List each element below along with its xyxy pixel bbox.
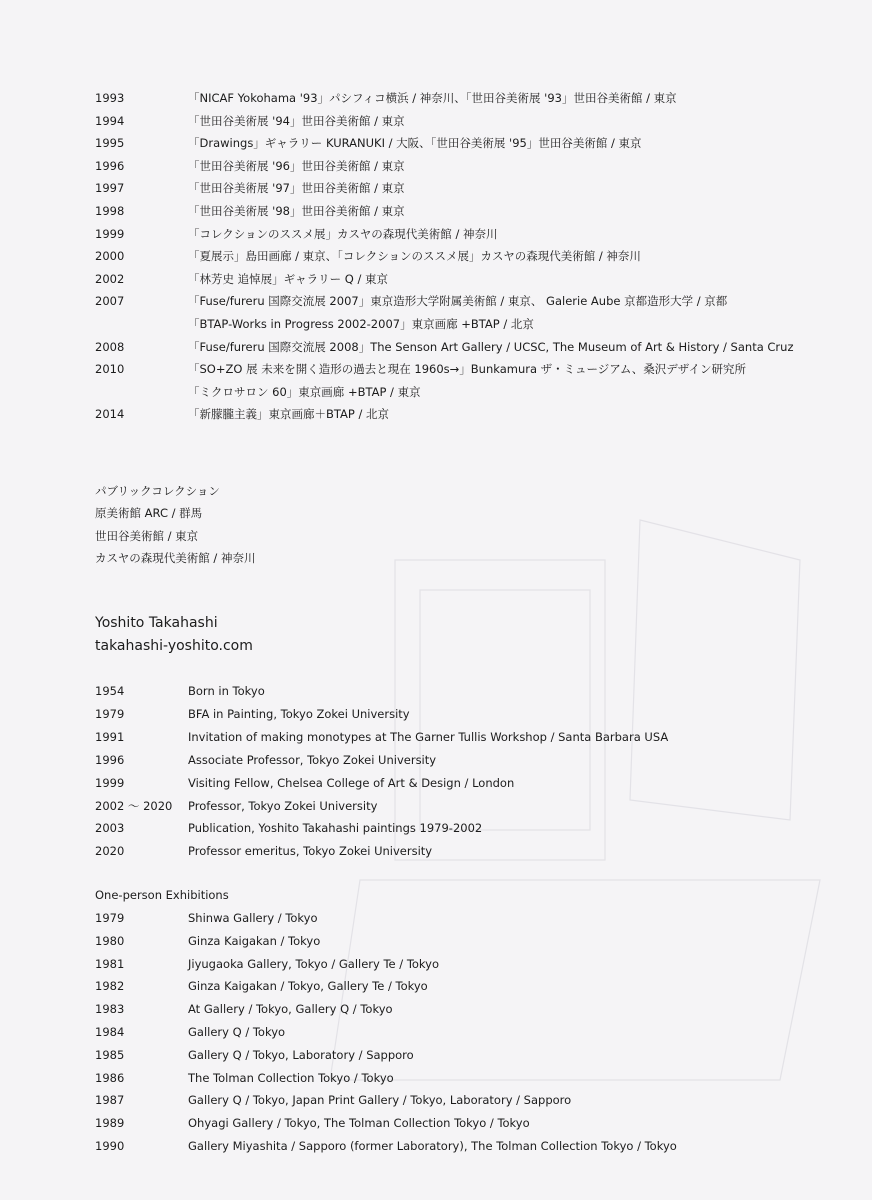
exhibition-jp-text: 「BTAP-Works in Progress 2002-2007」東京画廊 +BTAP / 北京 [188,317,534,331]
one-person-text: Ginza Kaigakan / Tokyo [188,933,321,948]
bio-year: 1999 [95,775,125,790]
one-person-year: 1982 [95,979,125,994]
bio-year: 1979 [95,706,125,721]
exhibition-jp-year: 2008 [95,339,125,354]
public-collection-item: 世田谷美術館 / 東京 [95,528,199,543]
public-collection-item: カスヤの森現代美術館 / 神奈川 [95,551,256,565]
bio-text: Visiting Fellow, Chelsea College of Art & Design / London [188,775,515,790]
bio-year: 1954 [95,684,125,698]
one-person-text: Gallery Q / Tokyo, Japan Print Gallery / Tokyo, Laboratory / Sapporo [188,1093,572,1108]
bio-year: 1991 [95,729,125,744]
exhibition-jp-text: 「世田谷美術展 '98」世田谷美術館 / 東京 [188,204,405,218]
exhibition-jp-year: 1993 [95,91,125,105]
one-person-text: Ginza Kaigakan / Tokyo, Gallery Te / Tokyo [188,979,428,994]
bio-text: BFA in Painting, Tokyo Zokei University [188,706,410,721]
exhibition-jp-text: 「新朦朧主義」東京画廊＋BTAP / 北京 [188,407,390,422]
one-person-year: 1979 [95,911,125,925]
bio-year: 2002 ～ 2020 [95,798,173,813]
one-person-year: 1987 [95,1093,125,1108]
exhibition-jp-text: 「Fuse/fureru 国際交流展 2007」東京造形大学附属美術館 / 東京、 Galerie Aube 京都造形大学 / 京都 [188,294,728,309]
artist-name: Yoshito Takahashi [95,615,218,631]
exhibition-jp-year: 1994 [95,113,125,128]
exhibition-jp-text: 「夏展示」島田画廊 / 東京、「コレクションのススメ展」カスヤの森現代美術館 / 神奈川 [188,249,641,264]
bio-year: 1996 [95,752,125,767]
bio-text: Professor, Tokyo Zokei University [188,798,378,813]
bio-text: Professor emeritus, Tokyo Zokei University [188,844,433,859]
exhibition-jp-year: 1999 [95,226,125,241]
one-person-text: Gallery Miyashita / Sapporo (former Laboratory), The Tolman Collection Tokyo / Tokyo [188,1139,677,1153]
exhibition-jp-year: 1996 [95,158,125,173]
exhibition-jp-year: 1998 [95,204,125,218]
one-person-year: 1984 [95,1025,125,1039]
one-person-year: 1989 [95,1116,125,1131]
exhibition-jp-text: 「世田谷美術展 '94」世田谷美術館 / 東京 [188,113,405,128]
exhibition-jp-text: 「世田谷美術展 '96」世田谷美術館 / 東京 [188,158,405,173]
one-person-year: 1983 [95,1002,125,1017]
exhibition-jp-year: 1997 [95,181,125,196]
exhibition-jp-year: 2000 [95,249,125,264]
one-person-year: 1981 [95,956,125,971]
public-collection-heading: パブリックコレクション [95,484,220,498]
bio-year: 2020 [95,844,125,859]
exhibition-jp-text: 「Drawings」ギャラリー KURANUKI / 大阪、「世田谷美術展 '95」世田谷美術館 / 東京 [188,136,642,151]
exhibition-jp-text: 「SO+ZO 展 未来を開く造形の過去と現在 1960s→」Bunkamura ザ・ミュージアム、桑沢デザイン研究所 [188,362,746,377]
exhibition-jp-year: 2002 [95,271,125,286]
one-person-year: 1986 [95,1070,125,1085]
exhibition-jp-text: 「世田谷美術展 '97」世田谷美術館 / 東京 [188,181,405,196]
exhibition-jp-text: 「ミクロサロン 60」東京画廊 +BTAP / 東京 [188,384,421,399]
one-person-heading: One-person Exhibitions [95,888,229,902]
one-person-text: Gallery Q / Tokyo [188,1025,286,1039]
exhibition-jp-year: 2014 [95,407,125,422]
bio-year: 2003 [95,821,125,836]
one-person-year: 1990 [95,1139,125,1153]
bio-text: Born in Tokyo [188,684,265,698]
one-person-text: Ohyagi Gallery / Tokyo, The Tolman Collection Tokyo / Tokyo [188,1116,530,1131]
one-person-text: Jiyugaoka Gallery, Tokyo / Gallery Te / Tokyo [188,956,440,971]
bio-text: Invitation of making monotypes at The Garner Tullis Workshop / Santa Barbara USA [188,729,669,744]
exhibition-jp-text: 「Fuse/fureru 国際交流展 2008」The Senson Art Gallery / UCSC, The Museum of Art & History / Santa Cruz [188,339,794,354]
artist-website: takahashi-yoshito.com [95,638,253,654]
exhibition-jp-year: 1995 [95,136,125,151]
one-person-year: 1980 [95,933,125,948]
one-person-text: Gallery Q / Tokyo, Laboratory / Sapporo [188,1047,414,1062]
one-person-year: 1985 [95,1047,125,1062]
bio-text: Associate Professor, Tokyo Zokei University [188,752,437,767]
exhibition-jp-text: 「NICAF Yokohama '93」パシフィコ横浜 / 神奈川、「世田谷美術展 '93」世田谷美術館 / 東京 [188,91,677,105]
public-collection-item: 原美術館 ARC / 群馬 [95,506,203,520]
exhibition-jp-year: 2007 [95,294,125,309]
exhibition-jp-year: 2010 [95,362,125,377]
one-person-text: The Tolman Collection Tokyo / Tokyo [188,1070,394,1085]
one-person-text: At Gallery / Tokyo, Gallery Q / Tokyo [188,1002,393,1017]
one-person-text: Shinwa Gallery / Tokyo [188,911,318,925]
exhibition-jp-text: 「コレクションのススメ展」カスヤの森現代美術館 / 神奈川 [188,226,498,241]
bio-text: Publication, Yoshito Takahashi paintings 1979-2002 [188,821,483,836]
exhibition-jp-text: 「林芳史 追悼展」ギャラリー Q / 東京 [188,271,389,286]
